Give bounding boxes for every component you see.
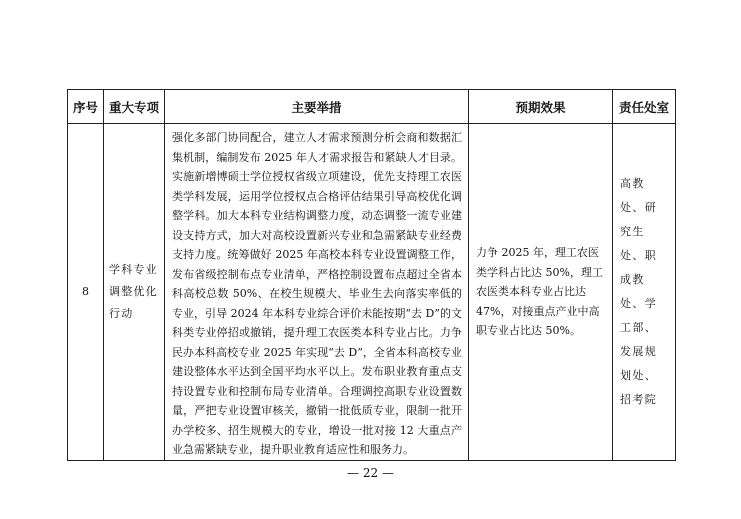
header-project: 重大专项 <box>104 90 165 124</box>
cell-effect: 力争 2025 年，理工农医类学科占比达 50%，理工农医类本科专业占比达 47%，对接重点产业中高职专业占比达 50%。 <box>469 124 613 461</box>
page-number: — 22 — <box>347 466 394 480</box>
cell-project: 学科专业调整优化行动 <box>104 124 165 461</box>
measures-table <box>67 89 676 461</box>
header-effect: 预期效果 <box>469 90 613 124</box>
cell-seq: 8 <box>68 124 104 461</box>
header-seq: 序号 <box>68 90 104 124</box>
table-header-row <box>68 90 676 124</box>
cell-office: 高教处、研究生处、职成教处、学工部、发展规划处、招考院 <box>613 124 676 461</box>
table-row <box>68 124 676 461</box>
cell-measures: 强化多部门协同配合，建立人才需求预测分析会商和数据汇集机制，编制发布 2025 年人才需求报告和紧缺人才目录。实施新增博硕士学位授权省级立项建设，优先支持理工农医类学科发展，运用学位授权点合格评估结果引导高校优化调整学科。加大本科专业结构调整力度，动态调整一流专业建设支持方式，加大对高校设置新兴专业和急需紧缺专业经费支持力度。统筹做好 2025 年高校本科专业设置调整工作，发布省级控制布点专业清单，严格控制设置布点超过全省本科高校总数 50%、在校生规模大、毕业生去向落实率低的专业，引导 2024 年本科专业综合评价未能按期“去 D”的文科类专业停招或撤销，提升理工农医类本科专业占比。力争民办本科高校专业 2025 年实现“去 D”，全省本科高校专业建设整体水平达到全国平均水平以上。发布职业教育重点支持设置专业和控制布局专业清单。合理调控高职专业设置数量，严把专业设置审核关，撤销一批低质专业，限制一批开办学校多、招生规模大的专业，增设一批对接 12 大重点产业急需紧缺专业，提升职业教育适应性和服务力。 <box>165 124 469 461</box>
header-measures: 主要举措 <box>165 90 469 124</box>
header-office: 责任处室 <box>613 90 676 124</box>
